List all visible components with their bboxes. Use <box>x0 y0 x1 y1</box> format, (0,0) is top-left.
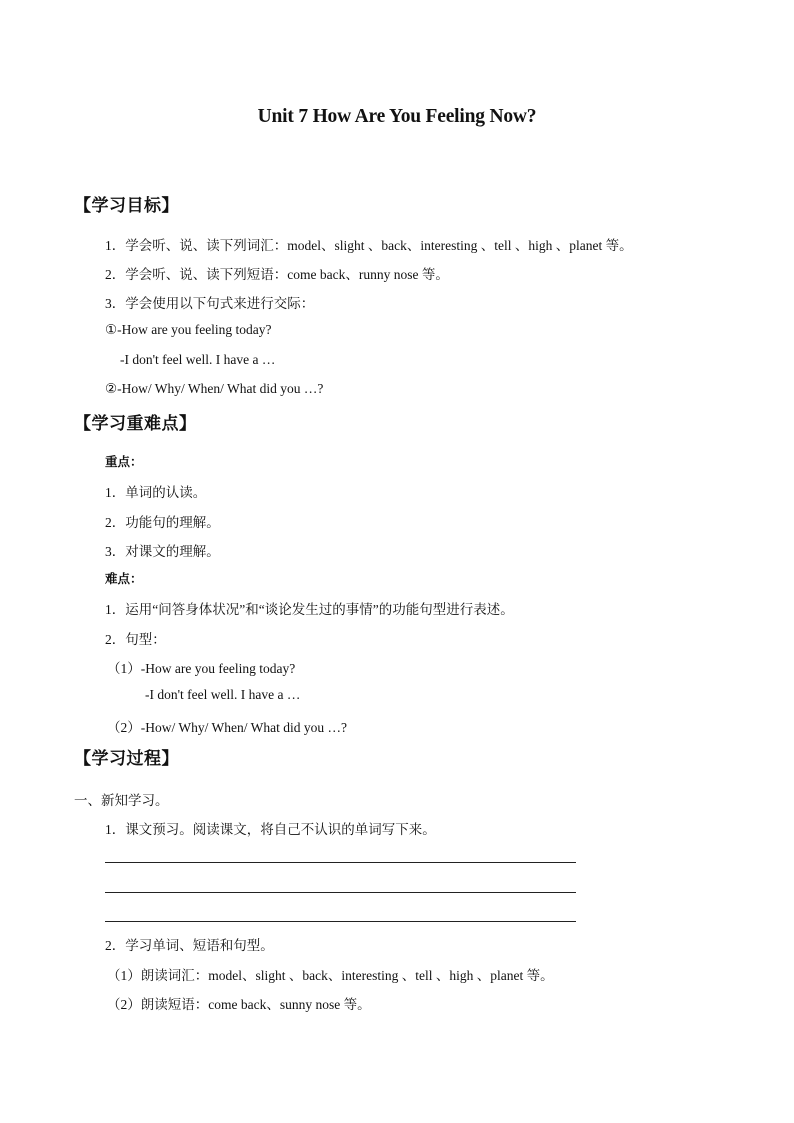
difficulty-item: 2．句型： <box>105 632 166 647</box>
difficulty-sentence: （2）-How/ Why/ When/ What did you …? <box>107 720 347 735</box>
answer-line[interactable] <box>105 892 576 893</box>
objective-sentence: ①-How are you feeling today? <box>105 322 272 337</box>
difficulty-label: 难点： <box>105 571 143 586</box>
objectives-heading: 【学习目标】 <box>74 196 179 216</box>
process-substep: （2）朗读短语：come back、sunny nose 等。 <box>107 997 371 1012</box>
objective-sentence: ②-How/ Why/ When/ What did you …? <box>105 381 324 396</box>
page-title: Unit 7 How Are You Feeling Now? <box>257 106 537 127</box>
difficulty-sentence: （1）-How are you feeling today? <box>107 661 296 676</box>
answer-line[interactable] <box>105 862 576 863</box>
focus-label: 重点： <box>105 454 143 469</box>
process-step: 2．学习单词、短语和句型。 <box>105 938 274 953</box>
focus-item: 2．功能句的理解。 <box>105 515 220 530</box>
process-part-title: 一、新知学习。 <box>74 793 169 808</box>
focus-item: 1．单词的认读。 <box>105 485 207 500</box>
objective-sentence: -I don't feel well. I have a … <box>120 352 276 367</box>
process-substep: （1）朗读词汇：model、slight 、back、interesting 、tell 、high 、planet 等。 <box>107 968 554 983</box>
key-points-heading: 【学习重难点】 <box>74 414 197 434</box>
focus-item: 3．对课文的理解。 <box>105 544 220 559</box>
objective-item: 2．学会听、说、读下列短语：come back、runny nose 等。 <box>105 267 449 282</box>
process-step: 1．课文预习。阅读课文，将自己不认识的单词写下来。 <box>105 822 436 837</box>
objective-item: 3．学会使用以下句式来进行交际： <box>105 296 315 311</box>
answer-line[interactable] <box>105 921 576 922</box>
process-heading: 【学习过程】 <box>74 749 179 769</box>
objective-item: 1．学会听、说、读下列词汇：model、slight 、back、interesting 、tell 、high 、planet 等。 <box>105 238 633 253</box>
difficulty-sentence: -I don't feel well. I have a … <box>145 687 301 702</box>
difficulty-item: 1．运用“问答身体状况”和“谈论发生过的事情”的功能句型进行表述。 <box>105 602 514 617</box>
